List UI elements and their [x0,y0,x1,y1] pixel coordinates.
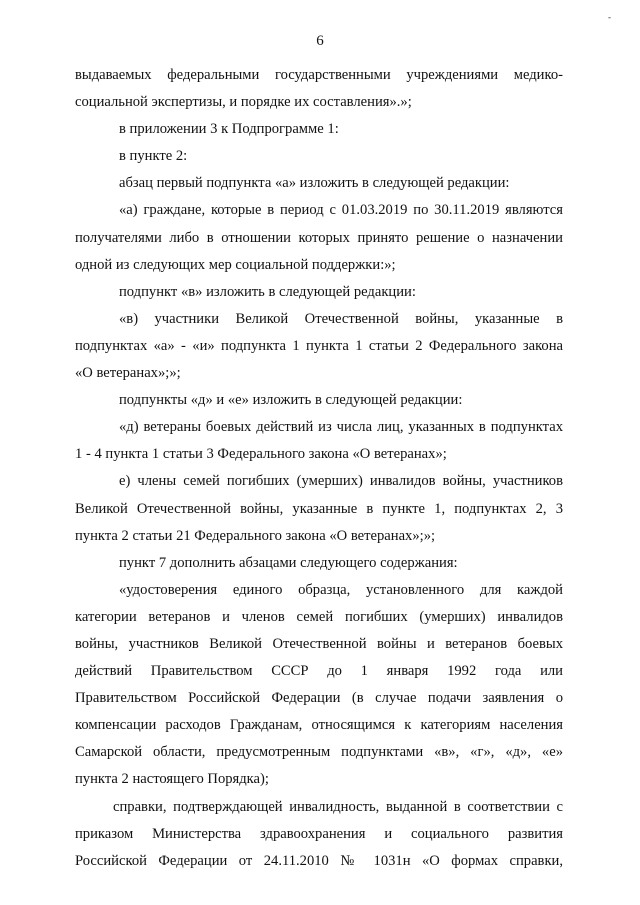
text-line: Российской Федерации от 24.11.2010 № 1031н «О формах справки, [75,852,563,869]
text-line: категории ветеранов и членов семей погибших (умерших) инвалидов [75,608,563,625]
text-line: пункта 2 статьи 21 Федерального закона «О ветеранах»;»; [75,527,436,544]
text-line: Самарской области, предусмотренным подпунктами «в», «г», «д», «е» [75,744,563,761]
text-line: е) члены семей погибших (умерших) инвалидов войны, участников [119,473,563,490]
text-line: получателями либо в отношении которых принято решение о назначении [75,229,563,246]
text-line: «удостоверения единого образца, установленного для каждой [119,581,563,598]
text-line: «в) участники Великой Отечественной войны, указанные в [119,310,563,327]
text-line: 1 - 4 пункта 1 статьи 3 Федерального закона «О ветеранах»; [75,446,447,463]
text-line: в пункте 2: [119,148,188,165]
text-line: компенсации расходов Гражданам, относящимся к категориям населения [75,717,563,734]
text-line: подпункт «в» изложить в следующей редакции: [119,283,416,300]
text-line: Великой Отечественной войны, указанные в пункте 1, подпунктах 2, 3 [75,500,563,517]
text-line: пункт 7 дополнить абзацами следующего содержания: [119,554,458,571]
text-line: действий Правительством СССР до 1 января 1992 года или [75,663,563,680]
page-number: 6 [316,33,324,49]
text-line: «а) граждане, которые в период с 01.03.2019 по 30.11.2019 являются [119,202,563,219]
text-line: подпункты «д» и «е» изложить в следующей редакции: [119,392,463,409]
text-line: абзац первый подпункта «а» изложить в следующей редакции: [119,175,510,192]
text-line: войны, участников Великой Отечественной войны и ветеранов боевых [75,635,563,652]
text-line: «О ветеранах»;»; [75,365,181,382]
text-line: «д) ветераны боевых действий из числа лиц, указанных в подпунктах [119,419,563,436]
text-line: в приложении 3 к Подпрограмме 1: [119,121,339,138]
text-line: одной из следующих мер социальной поддержки:»; [75,256,396,273]
corner-mark: - [608,12,611,22]
text-line: социальной экспертизы, и порядке их составления».»; [75,94,412,111]
text-line: приказом Министерства здравоохранения и социального развития [75,825,563,842]
text-line: подпунктах «а» - «и» подпункта 1 пункта 1 статьи 2 Федерального закона [75,337,563,354]
text-line: выдаваемых федеральными государственными учреждениями медико- [75,67,563,83]
document-body [75,62,563,875]
text-line: справки, подтверждающей инвалидность, выданной в соответствии с [113,798,563,815]
text-line: пункта 2 настоящего Порядка); [75,771,269,788]
text-line: Правительством Российской Федерации (в случае подачи заявления о [75,690,563,707]
